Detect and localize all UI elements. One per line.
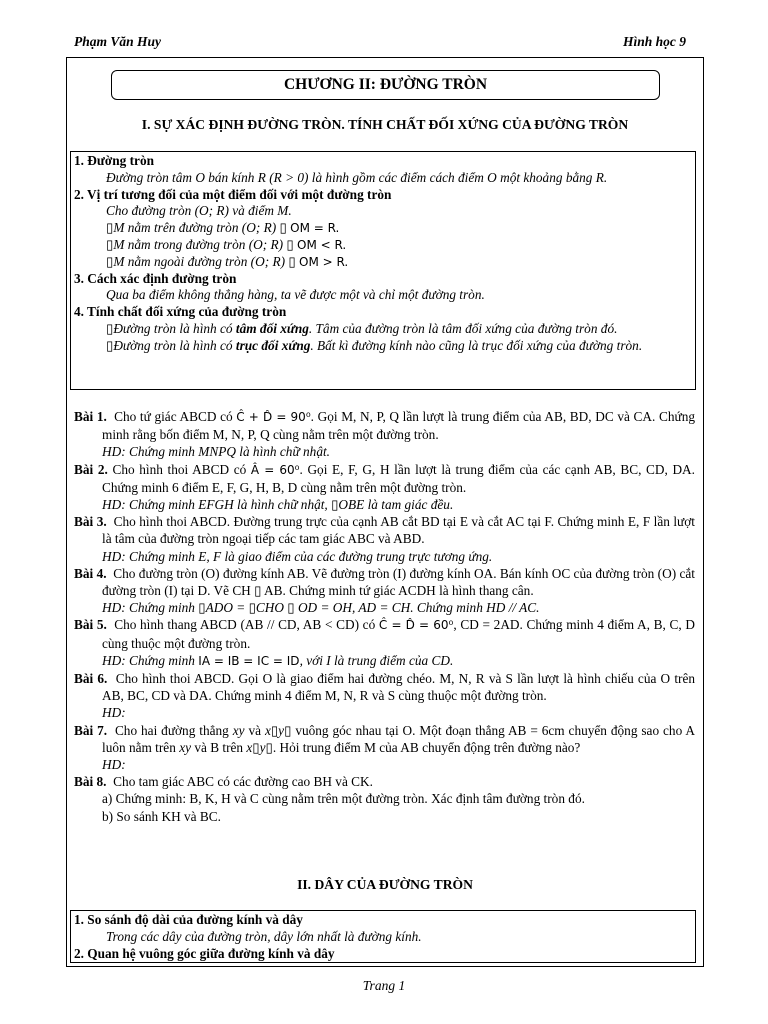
- section-1-title: I. SỰ XÁC ĐỊNH ĐƯỜNG TRÒN. TÍNH CHẤT ĐỐI XỨNG CỦA ĐƯỜNG TRÒN: [141, 117, 629, 132]
- exercise-6: Bài 6. Cho hình thoi ABCD. Gọi O là giao điểm hai đường chéo. M, N, R và S lần lượt là hình chiếu của O trên AB, BC, CD và DA. Chứng minh 4 điểm M, N, R và S cùng thuộc một đường tròn.: [74, 671, 695, 704]
- exercise-1-hint: HD: Chứng minh MNPQ là hình chữ nhật.: [102, 444, 330, 460]
- theory-text-2-2: ▯M nằm trên đường tròn (O; R) ▯ OM = R.: [106, 220, 340, 236]
- theory-text-2-3: ▯M nằm trong đường tròn (O; R) ▯ OM < R.: [106, 236, 347, 252]
- exercise-3-hint: HD: Chứng minh E, F là giao điểm của các đường trung trực tương ứng.: [102, 548, 493, 564]
- exercise-8: Bài 8. Cho tam giác ABC có các đường cao BH và CK.: [74, 774, 373, 790]
- missing-glyph-icon: ▯: [106, 320, 114, 336]
- exercise-1: Bài 1. Cho tứ giác ABCD có Ĉ + D̂ = 90⁰. Gọi M, N, P, Q lần lượt là trung điểm của AB, BD, DC và CA. Chứng minh rằng bốn điểm M, N, P, Q cùng nằm trên một đường tròn.: [74, 409, 695, 443]
- exercise-5-hint: HD: Chứng minh IA = IB = IC = ID, với I là trung điểm của CD.: [102, 652, 454, 668]
- header-subject: Hình học 9: [622, 34, 686, 49]
- page-number: Trang 1: [362, 978, 406, 993]
- missing-glyph-icon: ▯: [106, 236, 114, 252]
- exercise-4-hint: HD: Chứng minh ▯ADO = ▯CHO ▯ OD = OH, AD = CH. Chứng minh HD // AC.: [102, 600, 540, 616]
- exercise-2: Bài 2. Cho hình thoi ABCD có Â = 60⁰. Gọi E, F, G, H lần lượt là trung điểm của các cạnh AB, BC, CD, DA. Chứng minh 6 điểm E, F, G, H, B, D cùng nằm trên một đường tròn.: [74, 461, 695, 495]
- exercise-8-part-a: a) Chứng minh: B, K, H và C cùng nằm trên một đường tròn. Xác định tâm đường tròn đó.: [102, 791, 585, 807]
- theory2-text-1: Trong các dây của đường tròn, dây lớn nhất là đường kính.: [106, 928, 422, 944]
- theory-text-2-4: ▯M nằm ngoài đường tròn (O; R) ▯ OM > R.: [106, 253, 349, 269]
- theory-text-1: Đường tròn tâm O bán kính R (R > 0) là hình gồm các điểm cách điểm O một khoảng bằng R.: [106, 169, 608, 185]
- missing-glyph-icon: ▯: [286, 236, 294, 252]
- missing-glyph-icon: ▯: [270, 722, 279, 738]
- exercise-2-hint: HD: Chứng minh EFGH là hình chữ nhật, ▯OBE là tam giác đều.: [102, 497, 454, 513]
- missing-glyph-icon: ▯: [106, 337, 114, 353]
- exercise-5: Bài 5. Cho hình thang ABCD (AB // CD, AB < CD) có Ĉ = D̂ = 60⁰, CD = 2AD. Chứng minh 4 điểm A, B, C, D cùng thuộc một đường tròn.: [74, 617, 695, 651]
- theory-text-2-1: Cho đường tròn (O; R) và điểm M.: [106, 203, 292, 219]
- theory-box-2: [70, 910, 696, 963]
- theory-heading-1: 1. Đường tròn: [74, 153, 154, 168]
- missing-glyph-icon: ▯: [106, 220, 114, 236]
- chapter-title: CHƯƠNG II: ĐƯỜNG TRÒN: [111, 70, 660, 100]
- missing-glyph-icon: ▯: [265, 739, 273, 755]
- missing-glyph-icon: ▯: [279, 220, 287, 236]
- missing-glyph-icon: ▯: [252, 739, 260, 755]
- theory-heading-2: 2. Vị trí tương đối của một điểm đối với một đường tròn: [74, 186, 392, 202]
- missing-glyph-icon: ▯: [287, 600, 295, 616]
- missing-glyph-icon: ▯: [198, 600, 206, 616]
- missing-glyph-icon: ▯: [254, 583, 262, 599]
- exercise-3: Bài 3. Cho hình thoi ABCD. Đường trung trực của cạnh AB cắt BD tại E và cắt AC tại F. Chứng minh E, F lần lượt là tâm của đường tròn ngoại tiếp các tam giác ABC và ABD.: [74, 514, 695, 547]
- exercise-list: [74, 408, 695, 825]
- theory-text-4-2: ▯Đường tròn là hình có trục đối xứng. Bất kì đường kính nào cũng là trục đối xứng của đường tròn.: [106, 337, 643, 353]
- exercise-7: Bài 7. Cho hai đường thẳng xy và x▯y▯ vuông góc nhau tại O. Một đoạn thẳng AB = 6cm chuyển động sao cho A luôn nằm trên xy và B trên x▯y▯. Hỏi trung điểm M của AB chuyển động trên đường nào?: [74, 722, 695, 755]
- header-author: Phạm Văn Huy: [74, 34, 162, 49]
- theory-text-3: Qua ba điểm không thẳng hàng, ta vẽ được một và chỉ một đường tròn.: [106, 287, 485, 303]
- missing-glyph-icon: ▯: [288, 253, 296, 269]
- missing-glyph-icon: ▯: [106, 253, 114, 269]
- theory2-heading-2: 2. Quan hệ vuông góc giữa đường kính và dây: [74, 945, 335, 961]
- missing-glyph-icon: ▯: [248, 600, 256, 616]
- exercise-6-hint: HD:: [102, 705, 126, 721]
- theory-box-1: [70, 151, 696, 390]
- exercise-7-hint: HD:: [102, 757, 126, 773]
- theory2-heading-1: 1. So sánh độ dài của đường kính và dây: [74, 912, 303, 927]
- section-2-title: II. DÂY CỦA ĐƯỜNG TRÒN: [297, 877, 473, 892]
- exercise-8-part-b: b) So sánh KH và BC.: [102, 808, 221, 824]
- missing-glyph-icon: ▯: [331, 497, 339, 513]
- theory-text-4-1: ▯Đường tròn là hình có tâm đối xứng. Tâm của đường tròn là tâm đối xứng của đường tròn đó.: [106, 320, 618, 336]
- missing-glyph-icon: ▯: [284, 722, 292, 738]
- theory-heading-3: 3. Cách xác định đường tròn: [74, 270, 237, 286]
- theory-heading-4: 4. Tính chất đối xứng của đường tròn: [74, 304, 287, 320]
- exercise-4: Bài 4. Cho đường tròn (O) đường kính AB. Vẽ đường tròn (I) đường kính OA. Bán kính OC của đường tròn (O) cắt đường tròn (I) tại D. Vẽ CH ▯ AB. Chứng minh tứ giác ACDH là hình thang cân.: [74, 565, 695, 599]
